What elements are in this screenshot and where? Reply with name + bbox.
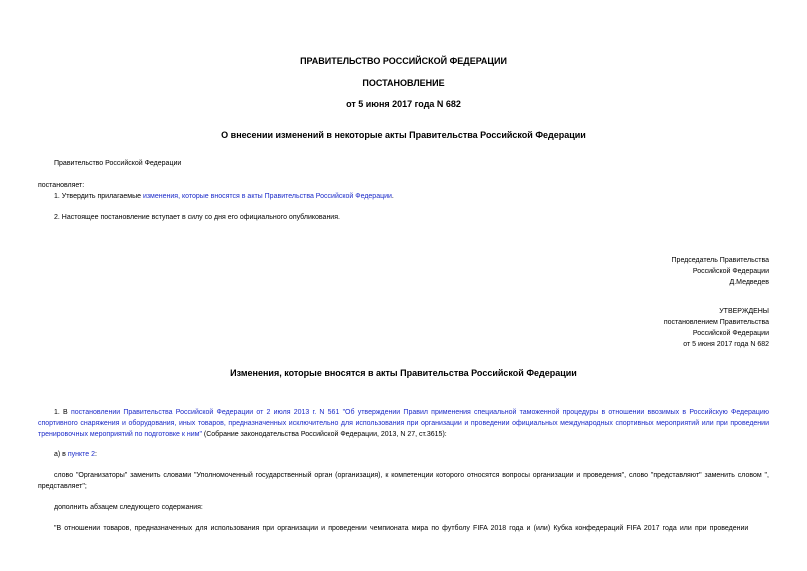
preamble-subject: Правительство Российской Федерации	[54, 160, 182, 167]
subitem-a	[54, 449, 97, 460]
p1-prefix: 1. В	[54, 409, 71, 416]
p1-suffix: (Собрание законодательства Российской Федерации, 2013, N 27, ст.3615):	[201, 431, 447, 438]
signature-name: Д.Медведев	[729, 279, 769, 286]
document-type: ПОСТАНОВЛЕНИЕ	[362, 78, 445, 88]
item-1-suffix: .	[391, 193, 394, 200]
preamble-decree: постановляет:	[38, 182, 85, 189]
changes-paragraph-1	[38, 407, 769, 440]
approval-line-4: от 5 июня 2017 года N 682	[683, 341, 769, 348]
subitem-a-link[interactable]: пункте 2	[67, 451, 95, 458]
replacement-paragraph: слово "Организаторы" заменить словами "Уполномоченный государственный орган (организация), к компетенции которого относятся вопросы организации и проведения", слово "представляют" заменить словом ", представляет";	[38, 472, 769, 490]
signature-position: Председатель Правительства	[671, 257, 769, 264]
signature-block	[672, 255, 769, 288]
approval-line-2: постановлением Правительства	[663, 319, 769, 326]
document-title: О внесении изменений в некоторые акты Правительства Российской Федерации	[221, 130, 586, 140]
item-1	[54, 191, 394, 202]
subitem-a-prefix: а) в	[54, 451, 68, 458]
document-date-number: от 5 июня 2017 года N 682	[346, 99, 461, 109]
signature-org: Российской Федерации	[692, 268, 769, 275]
government-name: ПРАВИТЕЛЬСТВО РОССИЙСКОЙ ФЕДЕРАЦИИ	[300, 56, 507, 66]
approval-block	[664, 306, 769, 350]
subitem-a-suffix: :	[95, 451, 97, 458]
item-2: 2. Настоящее постановление вступает в силу со дня его официального опубликования.	[54, 214, 340, 221]
item-1-prefix: 1. Утвердить прилагаемые	[54, 193, 143, 200]
approval-line-3: Российской Федерации	[692, 330, 769, 337]
approval-heading: УТВЕРЖДЕНЫ	[719, 308, 769, 315]
add-paragraph: дополнить абзацем следующего содержания:	[54, 504, 203, 511]
quote-paragraph: "В отношении товаров, предназначенных для использования при организации и проведении чемпионата мира по футболу FIFA 2018 года и (или) Кубка конфедераций FIFA 2017 года или при проведении	[54, 525, 749, 532]
p1-link[interactable]: постановлении Правительства Российской Федерации от 2 июля 2013 г. N 561 "Об утверждении Правил применения специальной таможенной процедуры в отношении ввозимых в Российскую Федерацию спортивного снаряжения и оборудования, иных товаров, предназначенных исключительно для использования при организации и проведении официальных международных спортивных мероприятий или при проведении тренировочных мероприятий по подготовке к ним"	[38, 409, 769, 438]
changes-title: Изменения, которые вносятся в акты Правительства Российской Федерации	[230, 368, 577, 378]
item-1-link[interactable]: изменения, которые вносятся в акты Правительства Российской Федерации	[142, 193, 392, 200]
